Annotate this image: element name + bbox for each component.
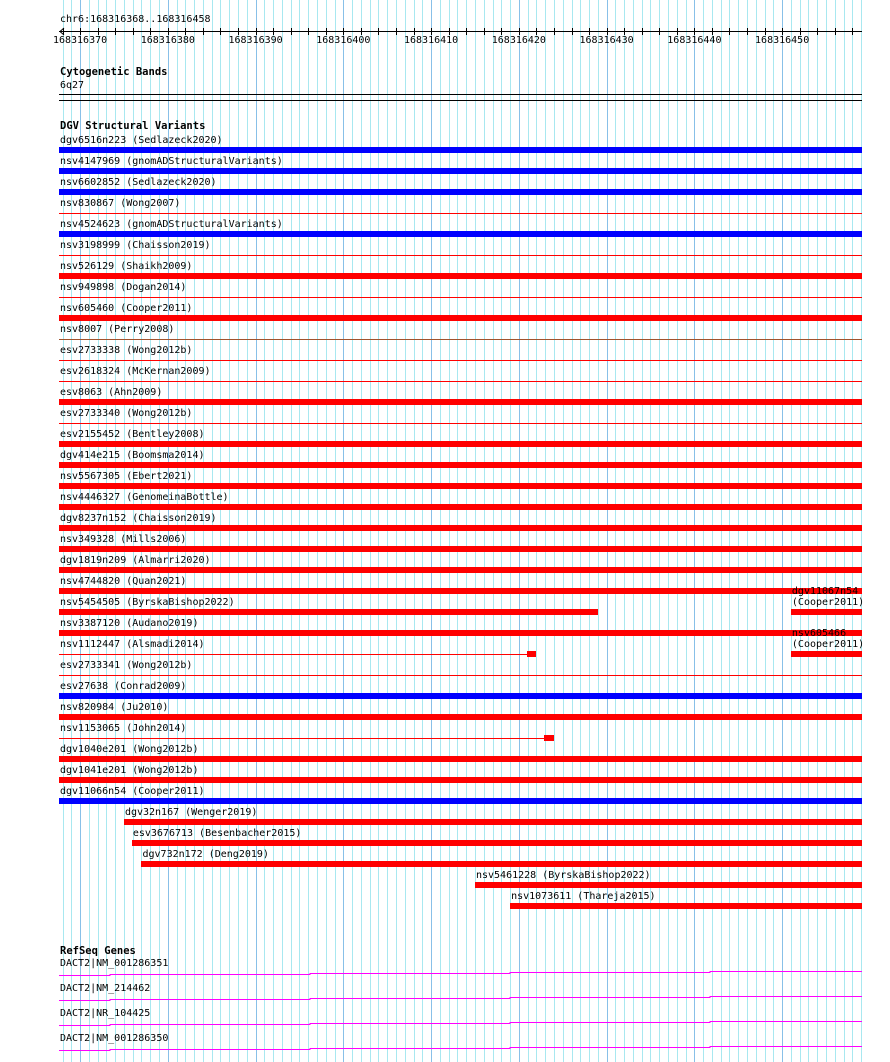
variant-label[interactable]: dgv6516n223 (Sedlazeck2020) <box>60 135 223 146</box>
variant-bar[interactable] <box>791 651 862 657</box>
variant-label[interactable]: nsv8007 (Perry2008) <box>60 324 175 335</box>
variant-bar[interactable] <box>59 714 862 720</box>
variant-label[interactable]: nsv3198999 (Chaisson2019) <box>60 240 211 251</box>
ruler-tick-label: 168316370 <box>52 35 108 46</box>
variant-label[interactable]: nsv5461228 (ByrskaBishop2022) <box>475 870 651 881</box>
gene-line <box>59 1047 862 1051</box>
variant-label[interactable]: dgv1819n209 (Almarri2020) <box>60 555 211 566</box>
gene-line <box>59 972 862 976</box>
variant-label[interactable]: nsv1112447 (Alsmadi2014) <box>60 639 205 650</box>
variant-bar[interactable] <box>791 609 862 615</box>
cytoband-label[interactable]: 6q27 <box>60 80 85 91</box>
ruler-tick-label: 168316440 <box>667 35 722 46</box>
variant-label[interactable]: nsv605466 (Cooper2011) <box>791 628 865 650</box>
variant-label[interactable]: dgv11067n54 (Cooper2011) <box>791 586 865 608</box>
variant-label[interactable]: nsv1073611 (Thareja2015) <box>511 891 656 902</box>
variant-label[interactable]: nsv820984 (Ju2010) <box>60 702 169 713</box>
variant-label[interactable]: nsv4744820 (Quan2021) <box>60 576 187 587</box>
variant-bar[interactable] <box>59 255 862 256</box>
variant-bar[interactable] <box>59 504 862 510</box>
variant-label[interactable]: dgv414e215 (Boomsma2014) <box>60 450 205 461</box>
cytoband-line-bottom <box>59 100 862 101</box>
variant-bar[interactable] <box>124 819 862 825</box>
refseq-track-title: RefSeq Genes <box>60 945 136 957</box>
variant-bar[interactable] <box>59 777 862 783</box>
variant-bar[interactable] <box>59 189 862 195</box>
variant-label[interactable]: nsv349328 (Mills2006) <box>60 534 187 545</box>
variant-label[interactable]: esv2618324 (McKernan2009) <box>60 366 211 377</box>
variant-bar[interactable] <box>59 339 862 340</box>
ruler-tick-label: 168316410 <box>404 35 459 46</box>
variant-bar[interactable] <box>59 147 862 153</box>
variant-block[interactable] <box>544 735 554 741</box>
gene-model[interactable] <box>0 991 890 1003</box>
variant-bar[interactable] <box>59 567 862 573</box>
variant-label[interactable]: dgv32n167 (Wenger2019) <box>124 807 258 818</box>
variant-label[interactable]: esv2733340 (Wong2012b) <box>60 408 193 419</box>
variant-label[interactable]: esv2733341 (Wong2012b) <box>60 660 193 671</box>
variant-bar[interactable] <box>141 861 862 867</box>
gene-label[interactable]: DACT2|NM_214462 <box>60 983 151 994</box>
ruler-tick-label: 168316430 <box>579 35 634 46</box>
variant-bar[interactable] <box>475 882 862 888</box>
variant-bar[interactable] <box>510 903 862 909</box>
variant-label[interactable]: dgv1041e201 (Wong2012b) <box>60 765 199 776</box>
gene-model[interactable] <box>0 1016 890 1028</box>
variant-bar[interactable] <box>59 462 862 468</box>
variant-bar[interactable] <box>59 381 862 382</box>
variant-label[interactable]: nsv605460 (Cooper2011) <box>60 303 193 314</box>
ruler-tick-label: 168316380 <box>140 35 195 46</box>
variant-bar[interactable] <box>59 588 862 594</box>
variant-bar[interactable] <box>59 630 862 636</box>
variant-bar[interactable] <box>59 423 862 424</box>
variant-label[interactable]: nsv4147969 (gnomADStructuralVariants) <box>60 156 283 167</box>
variant-bar[interactable] <box>59 297 862 298</box>
variant-label[interactable]: esv2733338 (Wong2012b) <box>60 345 193 356</box>
gene-label[interactable]: DACT2|NM_001286351 <box>60 958 169 969</box>
gene-label[interactable]: DACT2|NM_001286350 <box>60 1033 169 1044</box>
ruler-tick-label: 168316450 <box>755 35 810 46</box>
variant-bar[interactable] <box>59 675 862 676</box>
variant-bar[interactable] <box>59 483 862 489</box>
variant-label[interactable]: nsv3387120 (Audano2019) <box>60 618 199 629</box>
ruler-tick-label: 168316390 <box>228 35 283 46</box>
variant-label[interactable]: dgv1040e201 (Wong2012b) <box>60 744 199 755</box>
variant-bar[interactable] <box>59 168 862 174</box>
gene-line <box>59 1022 862 1026</box>
gene-label[interactable]: DACT2|NR_104425 <box>60 1008 151 1019</box>
variant-bar[interactable] <box>59 738 545 739</box>
variant-bar[interactable] <box>59 273 862 279</box>
variant-label[interactable]: nsv5454505 (ByrskaBishop2022) <box>60 597 235 608</box>
variant-bar[interactable] <box>59 360 862 361</box>
variant-label[interactable]: esv3676713 (Besenbacher2015) <box>132 828 302 839</box>
variant-bar[interactable] <box>59 213 862 214</box>
variant-label[interactable]: dgv732n172 (Deng2019) <box>142 849 269 860</box>
variant-bar[interactable] <box>59 609 598 615</box>
variant-bar[interactable] <box>59 525 862 531</box>
variant-bar[interactable] <box>59 654 528 655</box>
variant-bar[interactable] <box>132 840 862 846</box>
location-label: chr6:168316368..168316458 <box>60 14 211 25</box>
variant-label[interactable]: nsv4524623 (gnomADStructuralVariants) <box>60 219 283 230</box>
variant-label[interactable]: nsv1153065 (John2014) <box>60 723 187 734</box>
variant-label[interactable]: nsv830867 (Wong2007) <box>60 198 181 209</box>
gene-model[interactable] <box>0 966 890 978</box>
cytoband-track-title: Cytogenetic Bands <box>60 66 168 78</box>
ruler-tick-label: 168316420 <box>491 35 546 46</box>
cytoband-line-top <box>59 94 862 95</box>
variant-label[interactable]: nsv949898 (Dogan2014) <box>60 282 187 293</box>
variant-bar[interactable] <box>59 693 862 699</box>
variant-label[interactable]: esv27638 (Conrad2009) <box>60 681 187 692</box>
variant-label[interactable]: nsv5567305 (Ebert2021) <box>60 471 193 482</box>
variant-label[interactable]: dgv8237n152 (Chaisson2019) <box>60 513 217 524</box>
variant-bar[interactable] <box>59 546 862 552</box>
variant-label[interactable]: esv2155452 (Bentley2008) <box>60 429 205 440</box>
variant-label[interactable]: esv8063 (Ahn2009) <box>60 387 163 398</box>
variant-label[interactable]: nsv6602852 (Sedlazeck2020) <box>60 177 217 188</box>
gene-line <box>59 997 862 1001</box>
variant-bar[interactable] <box>59 441 862 447</box>
ruler-tick-label: 168316400 <box>316 35 371 46</box>
gene-model[interactable] <box>0 1041 890 1053</box>
variant-block[interactable] <box>527 651 537 657</box>
variant-bar[interactable] <box>59 231 862 237</box>
variant-label[interactable]: dgv11066n54 (Cooper2011) <box>60 786 205 797</box>
dgv-track-title: DGV Structural Variants <box>60 120 206 132</box>
variant-bar[interactable] <box>59 756 862 762</box>
variant-label[interactable]: nsv526129 (Shaikh2009) <box>60 261 193 272</box>
variant-bar[interactable] <box>59 315 862 321</box>
variant-bar[interactable] <box>59 798 862 804</box>
variant-label[interactable]: nsv4446327 (GenomeinaBottle) <box>60 492 229 503</box>
variant-bar[interactable] <box>59 399 862 405</box>
